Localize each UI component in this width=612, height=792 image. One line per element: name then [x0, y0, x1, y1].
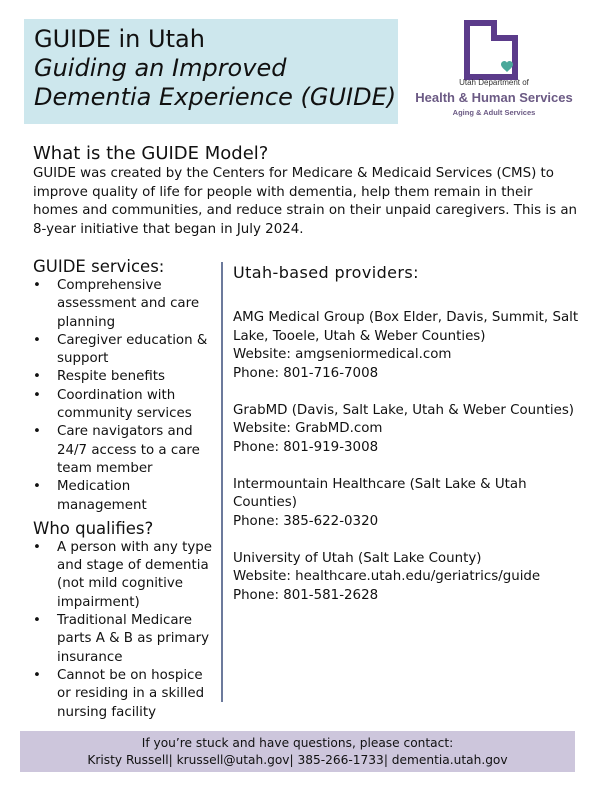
left-column — [33, 257, 219, 722]
contact-details: Kristy Russell| krussell@utah.gov| 385-266-1733| dementia.utah.gov — [87, 753, 508, 767]
right-column — [233, 263, 581, 605]
provider-phone: Phone: 801-919-3008 — [233, 439, 379, 455]
providers-heading: Utah-based providers: — [233, 263, 419, 282]
logo-division-name: Aging & Adult Services — [452, 108, 536, 117]
contact-footer — [20, 731, 575, 772]
list-item: • Coordination with community services — [33, 387, 219, 424]
provider-name: Intermountain Healthcare (Salt Lake & Utah Counties) — [233, 476, 527, 510]
list-item: • Cannot be on hospice or residing in a skilled nursing facility — [33, 667, 219, 722]
logo-agency-name: Health & Human Services — [415, 90, 573, 105]
services-list — [33, 277, 219, 515]
page-subtitle-line1: Guiding an Improved — [34, 54, 287, 82]
logo-department-text: Utah Department of — [459, 78, 529, 87]
provider-amg — [233, 309, 581, 383]
intro-heading: What is the GUIDE Model? — [33, 143, 269, 164]
utah-dhhs-logo — [408, 20, 580, 124]
list-item: • Comprehensive assessment and care planning — [33, 277, 219, 332]
provider-phone: Phone: 385-622-0320 — [233, 513, 379, 529]
provider-intermountain — [233, 476, 581, 532]
intro-section — [33, 143, 578, 239]
provider-grabmd — [233, 402, 581, 458]
provider-name: University of Utah (Salt Lake County) — [233, 550, 482, 566]
qualifies-list — [33, 539, 219, 722]
provider-website[interactable]: Website: GrabMD.com — [233, 421, 383, 436]
list-item: • A person with any type and stage of dementia (not mild cognitive impairment) — [33, 539, 219, 612]
provider-website[interactable]: Website: healthcare.utah.edu/geriatrics/guide — [233, 569, 541, 584]
qualifies-heading: Who qualifies? — [33, 518, 154, 538]
provider-website[interactable]: Website: amgseniormedical.com — [233, 347, 452, 362]
list-item: • Medication management — [33, 478, 219, 515]
list-item: • Traditional Medicare parts A & B as primary insurance — [33, 612, 219, 667]
provider-name: GrabMD (Davis, Salt Lake, Utah & Weber Counties) — [233, 402, 575, 418]
contact-prompt: If you’re stuck and have questions, please contact: — [141, 736, 454, 750]
page-subtitle-line2: Dementia Experience (GUIDE) — [34, 83, 397, 111]
provider-university-of-utah — [233, 550, 581, 606]
list-item: • Respite benefits — [33, 368, 219, 386]
column-divider — [221, 262, 223, 702]
list-item: • Care navigators and 24/7 access to a care team member — [33, 423, 219, 478]
utah-state-outline-icon — [464, 20, 522, 80]
provider-name: AMG Medical Group (Box Elder, Davis, Summit, Salt Lake, Tooele, Utah & Weber Counties) — [233, 310, 579, 344]
provider-phone: Phone: 801-581-2628 — [233, 587, 379, 603]
provider-phone: Phone: 801-716-7008 — [233, 365, 379, 381]
list-item: • Caregiver education & support — [33, 332, 219, 369]
intro-body: GUIDE was created by the Centers for Medicare & Medicaid Services (CMS) to improve quality of life for people with dementia, help them remain in their homes and communities, and reduce strain on their unpaid caregivers. This is an 8-year initiative that began in July 2024. — [33, 166, 578, 237]
page-title: GUIDE in Utah — [34, 25, 205, 53]
services-heading: GUIDE services: — [33, 257, 165, 276]
title-banner — [24, 19, 398, 124]
